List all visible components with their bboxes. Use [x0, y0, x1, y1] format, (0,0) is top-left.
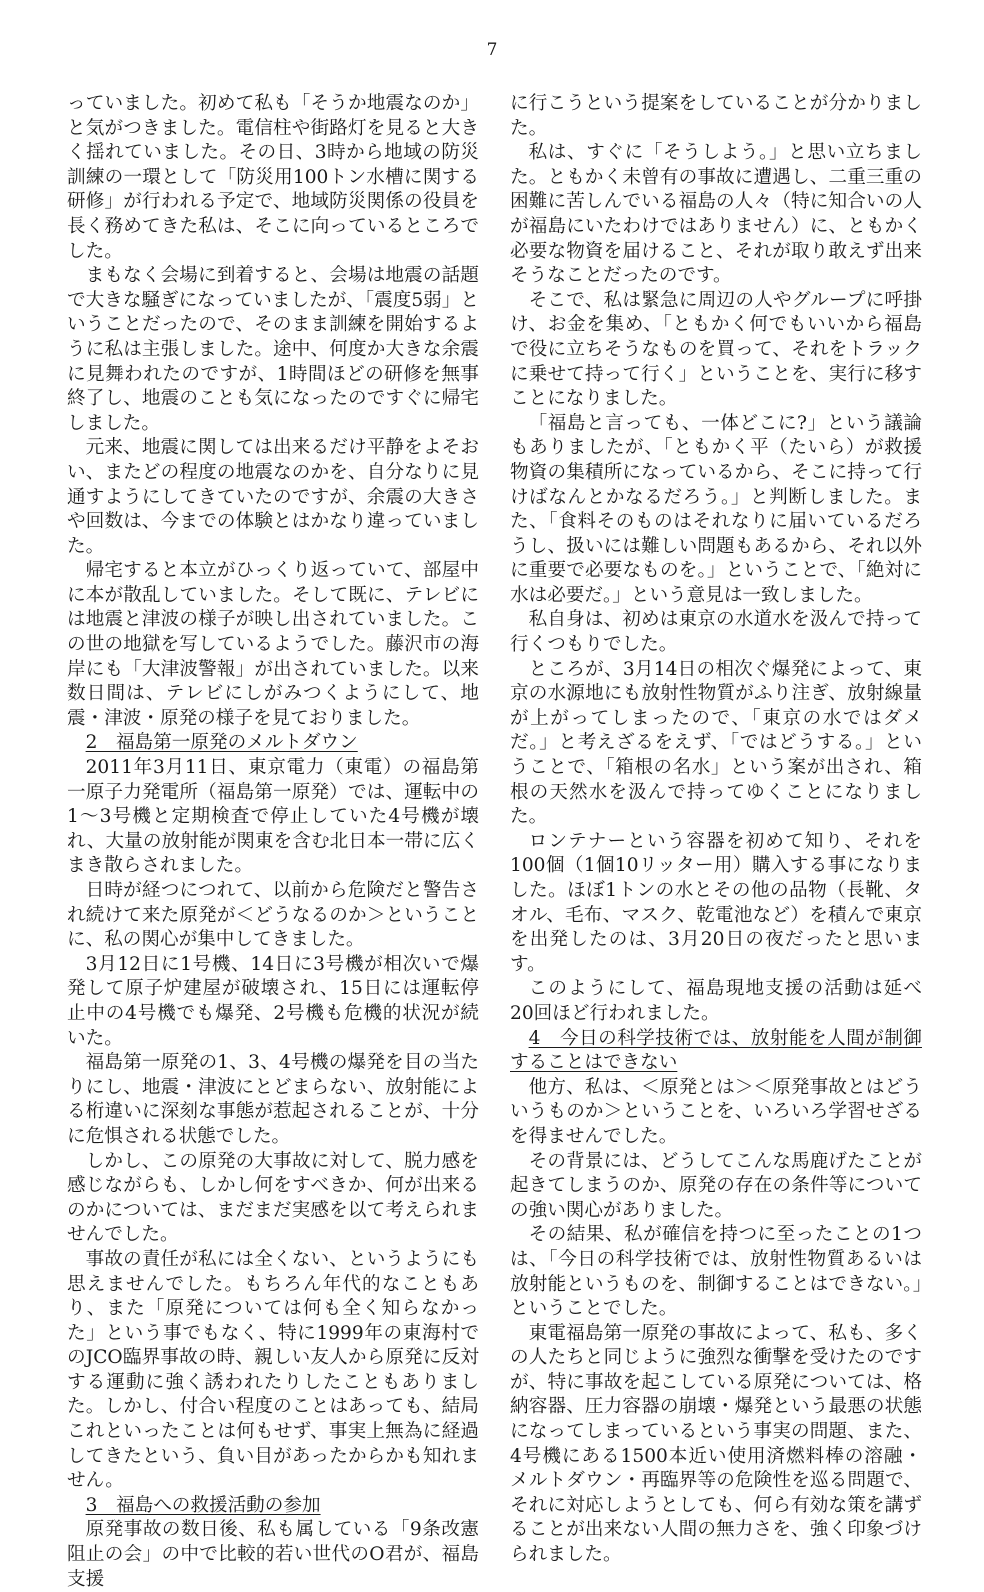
paragraph: 「福島と言っても、一体どこに?」という議論もありましたが、「ともかく平（たいら）が救援物資の集積所になっているから、そこに持って行けばなんとかなるだろう。」と判断しました。また、「食料そのものはそれなりに届いているだろうし、扱いには難しい問題もあるから、それ以外に重要で必要なものを。」ということで、「絶対に水は必要だ。」という意見は一致しました。: [510, 412, 922, 606]
paragraph: その結果、私が確信を持つに至ったことの1つは、「今日の科学技術では、放射性物質あるいは放射能というものを、制御することはできない。」ということでした。: [510, 1224, 922, 1320]
section-heading: 3 福島への救援活動の参加: [85, 1494, 321, 1516]
paragraph: 他方、私は、＜原発とは＞＜原発事故とはどういうものか＞ということを、いろいろ学習せざるを得ませんでした。: [510, 1076, 922, 1147]
page-number: 7: [486, 40, 498, 60]
paragraph: そこで、私は緊急に周辺の人やグループに呼掛け、お金を集め、「ともかく何でもいいから福島で役に立ちそうなものを買って、それをトラックに乗せて持って行く」ということを、実行に移すことになりました。: [510, 289, 922, 410]
paragraph: 事故の責任が私には全くない、というようにも思えませんでした。もちろん年代的なこともあり、また「原発については何も全く知らなかった」という事でもなく、特に1999年の東海村でのJCO臨界事故の時、親しい友人から原発に反対する運動に強く誘われたりしたこともありました。しかし、付合い程度のことはあっても、結局これといったことは何もせず、事実上無為に経過してきたという、負い目があったからかも知れません。: [67, 1248, 479, 1492]
paragraph: ロンテナーという容器を初めて知り、それを100個（1個10リッター用）購入する事になりました。ほぼ1トンの水とその他の品物（長靴、タオル、毛布、マスク、乾電池など）を積んで東京を出発したのは、3月20日の夜だったと思います。: [510, 830, 922, 975]
paragraph: 福島第一原発の1、3、4号機の爆発を目の当たりにし、地震・津波にとどまらない、放射能による桁違いに深刻な事態が惹起されることが、十分に危惧される状態でした。: [67, 1052, 479, 1147]
section-heading: 2 福島第一原発のメルトダウン: [85, 732, 358, 754]
right-column: [510, 92, 922, 1568]
paragraph: しかし、この原発の大事故に対して、脱力感を感じながらも、しかし何をすべきか、何が出来るのかについては、まだまだ実感を以て考えられませんでした。: [67, 1150, 479, 1246]
paragraph: まもなく会場に到着すると、会場は地震の話題で大きな騒ぎになっていましたが、「震度5弱」ということだったので、そのまま訓練を開始するように私は主張しました。途中、何度か大きな余震に見舞われたのですが、1時間ほどの研修を無事終了し、地震のことも気になったのですぐに帰宅しました。: [67, 265, 479, 434]
section-heading: 4 今日の科学技術では、放射能を人間が制御することはできない: [510, 1027, 922, 1074]
paragraph: 2011年3月11日、東京電力（東電）の福島第一原子力発電所（福島第一原発）では、運転中の1～3号機と定期検査で停止していた4号機が壊れ、大量の放射能が関東を含む北日本一帯に広くまき散らされました。: [67, 757, 479, 877]
paragraph: ところが、3月14日の相次ぐ爆発によって、東京の水源地にも放射性物質がふり注ぎ、放射線量が上がってしまったので、「東京の水ではダメだ。」と考えざるをえず、「ではどうする。」ということで、「箱根の名水」という案が出され、箱根の天然水を汲んで持ってゆくことになりました。: [510, 658, 922, 828]
paragraph: 帰宅すると本立がひっくり返っていて、部屋中に本が散乱していました。そして既に、テレビには地震と津波の様子が映し出されていました。この世の地獄を写しているようでした。藤沢市の海岸にも「大津波警報」が出されていました。以来数日間は、テレビにしがみつくようにして、地震・津波・原発の様子を見ておりました。: [67, 560, 479, 729]
paragraph: 原発事故の数日後、私も属している「9条改憲阻止の会」の中で比較的若い世代のO君が、福島支援: [67, 1519, 479, 1590]
paragraph: 私自身は、初めは東京の水道水を汲んで持って行くつもりでした。: [510, 609, 922, 656]
paragraph: 東電福島第一原発の事故によって、私も、多くの人たちと同じように強烈な衝撃を受けたのですが、特に事故を起こしている原発については、格納容器、圧力容器の崩壊・爆発という最悪の状態になってしまっているという事実の問題、また、4号機にある1500本近い使用済燃料棒の溶融・メルトダウン・再臨界等の危険性を巡る問題で、それに対応しようとしても、何ら有効な策を講ずることが出来ない人間の無力さを、強く印象づけられました。: [510, 1322, 922, 1566]
paragraph: 元来、地震に関しては出来るだけ平静をよそおい、またどの程度の地震なのかを、自分なりに見通すようにしてきていたのですが、余震の大きさや回数は、今までの体験とはかなり違っていました。: [67, 437, 479, 557]
left-column: [67, 92, 479, 1592]
paragraph: 日時が経つにつれて、以前から危険だと警告され続けて来た原発が＜どうなるのか＞ということに、私の関心が集中してきました。: [67, 880, 479, 951]
paragraph: このようにして、福島現地支援の活動は延べ20回ほど行われました。: [510, 978, 922, 1024]
paragraph: 私は、すぐに「そうしよう。」と思い立ちました。ともかく未曾有の事故に遭遇し、二重三重の困難に苦しんでいる福島の人々（特に知合いの人が福島にいたわけではありません）に、ともかく必要な物資を届けること、それが取り敢えず出来そうなことだったのです。: [510, 142, 922, 287]
paragraph: に行こうという提案をしていることが分かりました。: [510, 93, 922, 139]
paragraph: 3月12日に1号機、14日に3号機が相次いで爆発して原子炉建屋が破壊され、15日には運転停止中の4号機でも爆発、2号機も危機的状況が続いた。: [67, 953, 479, 1049]
paragraph: っていました。初めて私も「そうか地震なのか」と気がつきました。電信柱や街路灯を見ると大きく揺れていました。その日、3時から地域の防災訓練の一環として「防災用100トン水槽に関する研修」が行われる予定で、地域防災関係の役員を長く務めてきた私は、そこに向っているところでした。: [67, 93, 479, 262]
paragraph: その背景には、どうしてこんな馬鹿げたことが起きてしまうのか、原発の存在の条件等についての強い関心がありました。: [510, 1150, 922, 1221]
